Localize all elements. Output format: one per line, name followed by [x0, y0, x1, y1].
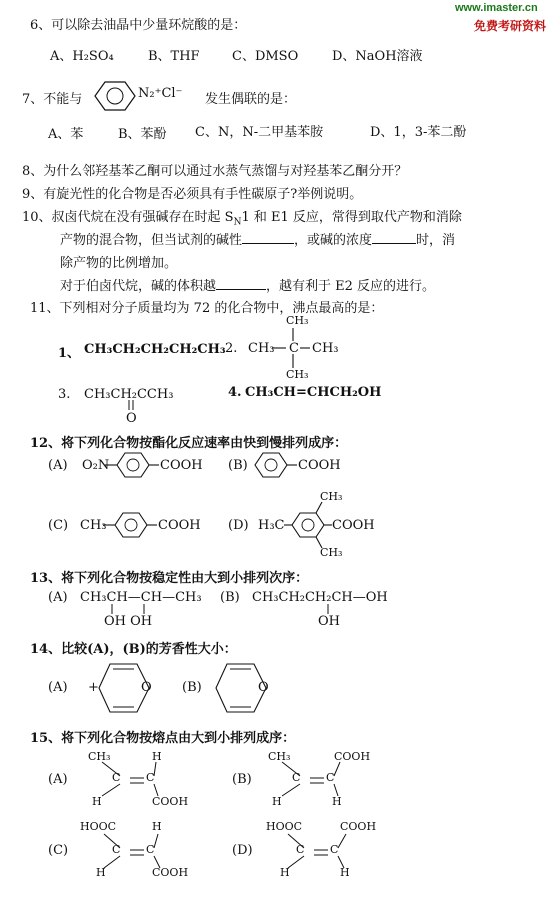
q10-line2 — [60, 229, 455, 248]
q15-a-h-top: H — [152, 750, 162, 763]
q7-stem-b: 发生偶联的是： — [205, 92, 297, 107]
q12-label-b: (B) — [228, 458, 248, 473]
q14-label-a: (A) — [48, 680, 68, 695]
q13-b-hydroxyl: OH — [318, 614, 340, 629]
q11-c2-left-methyl: CH₃ — [248, 341, 275, 356]
q6-option-c: C、DMSO — [232, 49, 299, 64]
q10-line1: 10、叔卤代烷在没有强碱存在时起 $S_N1$ 和 E1 反应，常得到取代产物和消除 — [22, 210, 462, 228]
q11-c3-oxygen: O — [126, 411, 137, 426]
q15-c-c1: C — [112, 843, 121, 856]
q15-b-c2: C — [326, 771, 335, 784]
q15-label-d: (D) — [232, 843, 253, 858]
q12-c-methyl: CH₃ — [80, 518, 107, 533]
q12-label-c: (C) — [48, 518, 69, 533]
q15-label-a: (A) — [48, 772, 68, 787]
q12-d-methyl-left: H₃C — [258, 518, 285, 533]
q13-a-hydroxyls: OH OH — [104, 614, 153, 629]
q15-b-methyl: CH₃ — [268, 750, 291, 763]
q15-d-c2: C — [330, 843, 339, 856]
q7-option-c: C、N，N-二甲基苯胺 — [195, 125, 324, 140]
q11-choice-4: CH₃CH=CHCH₂OH — [245, 385, 382, 400]
q15-c-h-bottom: H — [96, 866, 106, 879]
q10-blank-3[interactable] — [216, 289, 266, 290]
q9-text: 9、有旋光性的化合物是否必须具有手性碳原子?举例说明。 — [22, 187, 363, 202]
q15-d-c1: C — [296, 843, 305, 856]
q15-a-methyl: CH₃ — [88, 750, 111, 763]
q12-label-a: (A) — [48, 458, 68, 473]
q7-option-d: D、1，3-苯二酚 — [370, 125, 467, 140]
q6-option-a: A、H₂SO₄ — [50, 49, 114, 64]
q10-line2-c: 时，消 — [416, 233, 456, 248]
q14-a-plus: + — [88, 680, 99, 695]
q15-d-hooc: HOOC — [266, 820, 303, 833]
q12-d-methyl-bottom: CH₃ — [320, 546, 343, 559]
q10-blank-2[interactable] — [372, 243, 416, 244]
q13-a-chain: CH₃CH—CH—CH₃ — [80, 590, 202, 605]
q10-line4-b: ，越有利于 E2 反应的进行。 — [266, 279, 436, 294]
q12-d-cooh: COOH — [332, 518, 375, 533]
q13-label-a: (A) — [48, 590, 68, 605]
q15-a-h-bottom: H — [92, 795, 102, 808]
q15-a-cooh: COOH — [152, 795, 189, 808]
q10-line2-a: 产物的混合物，但当试剂的碱性 — [60, 233, 243, 248]
q11-choice-1-num: 1、 — [58, 346, 81, 361]
q11-c2-right-methyl: CH₃ — [312, 341, 339, 356]
q15-c-hooc: HOOC — [80, 820, 117, 833]
watermark-slogan: 免费考研资料 — [474, 19, 547, 33]
q11-choice-3: CH₃CH₂CCH₃ — [84, 387, 174, 402]
q10-blank-1[interactable] — [242, 243, 294, 244]
q15-label-b: (B) — [232, 772, 252, 787]
q7-option-a: A、苯 — [48, 127, 84, 142]
q15-b-cooh: COOH — [334, 750, 371, 763]
q14-stem: 14、比较(A)，(B)的芳香性大小： — [30, 642, 237, 657]
q15-a-c1: C — [112, 771, 121, 784]
q15-b-c1: C — [292, 771, 301, 784]
q11-c2-carbon: C — [289, 341, 299, 356]
q15-d-cooh: COOH — [340, 820, 377, 833]
q11-c2-top-methyl: CH₃ — [286, 314, 309, 327]
q12-stem: 12、将下列化合物按酯化反应速率由快到慢排列成序： — [30, 436, 348, 451]
q6-stem: 6、可以除去油晶中少量环烷酸的是： — [30, 18, 247, 33]
q12-b-cooh: COOH — [298, 458, 341, 473]
q12-d-methyl-top: CH₃ — [320, 490, 343, 503]
q15-b-h-left: H — [272, 795, 282, 808]
q15-c-cooh: COOH — [152, 866, 189, 879]
q13-b-chain: CH₃CH₂CH₂CH—OH — [252, 590, 388, 605]
q15-c-c2: C — [146, 843, 155, 856]
q10-line3: 除产物的比例增加。 — [60, 256, 178, 271]
q6-option-d: D、NaOH溶液 — [332, 49, 423, 64]
q8-text: 8、为什么邻羟基苯乙酮可以通过水蒸气蒸馏与对羟基苯乙酮分开？ — [22, 164, 408, 179]
q11-c2-bottom-methyl: CH₃ — [286, 368, 309, 381]
q14-a-oxygen: O — [141, 680, 152, 695]
q12-a-nitro: O₂N — [82, 458, 110, 473]
q14-b-oxygen: O — [258, 680, 269, 695]
q11-choice-2-num: 2. — [225, 341, 238, 356]
q15-stem: 15、将下列化合物按熔点由大到小排列成序： — [30, 731, 296, 746]
q7-stem-a: 7、不能与 — [22, 92, 83, 107]
q11-stem: 11、下列相对分子质量均为 72 的化合物中，沸点最高的是： — [30, 301, 384, 316]
q15-d-h-left: H — [280, 866, 290, 879]
q10-line2-b: ，或碱的浓度 — [294, 233, 373, 248]
q10-line4 — [60, 275, 435, 294]
q15-c-h-top: H — [152, 820, 162, 833]
q15-a-c2: C — [146, 771, 155, 784]
q10-line4-a: 对于伯卤代烷，碱的体积越 — [60, 279, 217, 294]
q12-label-d: (D) — [228, 518, 249, 533]
watermark-site: www.imaster.cn — [455, 2, 538, 14]
q7-diazonium: N₂⁺Cl⁻ — [138, 86, 183, 101]
q11-choice-4-num: 4. — [228, 385, 242, 400]
q11-choice-3-num: 3. — [58, 387, 71, 402]
q11-choice-1: CH₃CH₂CH₂CH₂CH₃ — [84, 342, 226, 357]
q6-option-b: B、THF — [148, 49, 200, 64]
q13-stem: 13、将下列化合物按稳定性由大到小排列次序： — [30, 571, 309, 586]
q7-option-b: B、苯酚 — [118, 127, 167, 142]
q15-label-c: (C) — [48, 843, 69, 858]
q15-d-h-right: H — [340, 866, 350, 879]
q12-a-cooh: COOH — [160, 458, 203, 473]
benzene-ring-icon — [95, 80, 135, 112]
q14-label-b: (B) — [182, 680, 202, 695]
q12-c-cooh: COOH — [158, 518, 201, 533]
q13-label-b: (B) — [220, 590, 240, 605]
q15-b-h-right: H — [332, 795, 342, 808]
